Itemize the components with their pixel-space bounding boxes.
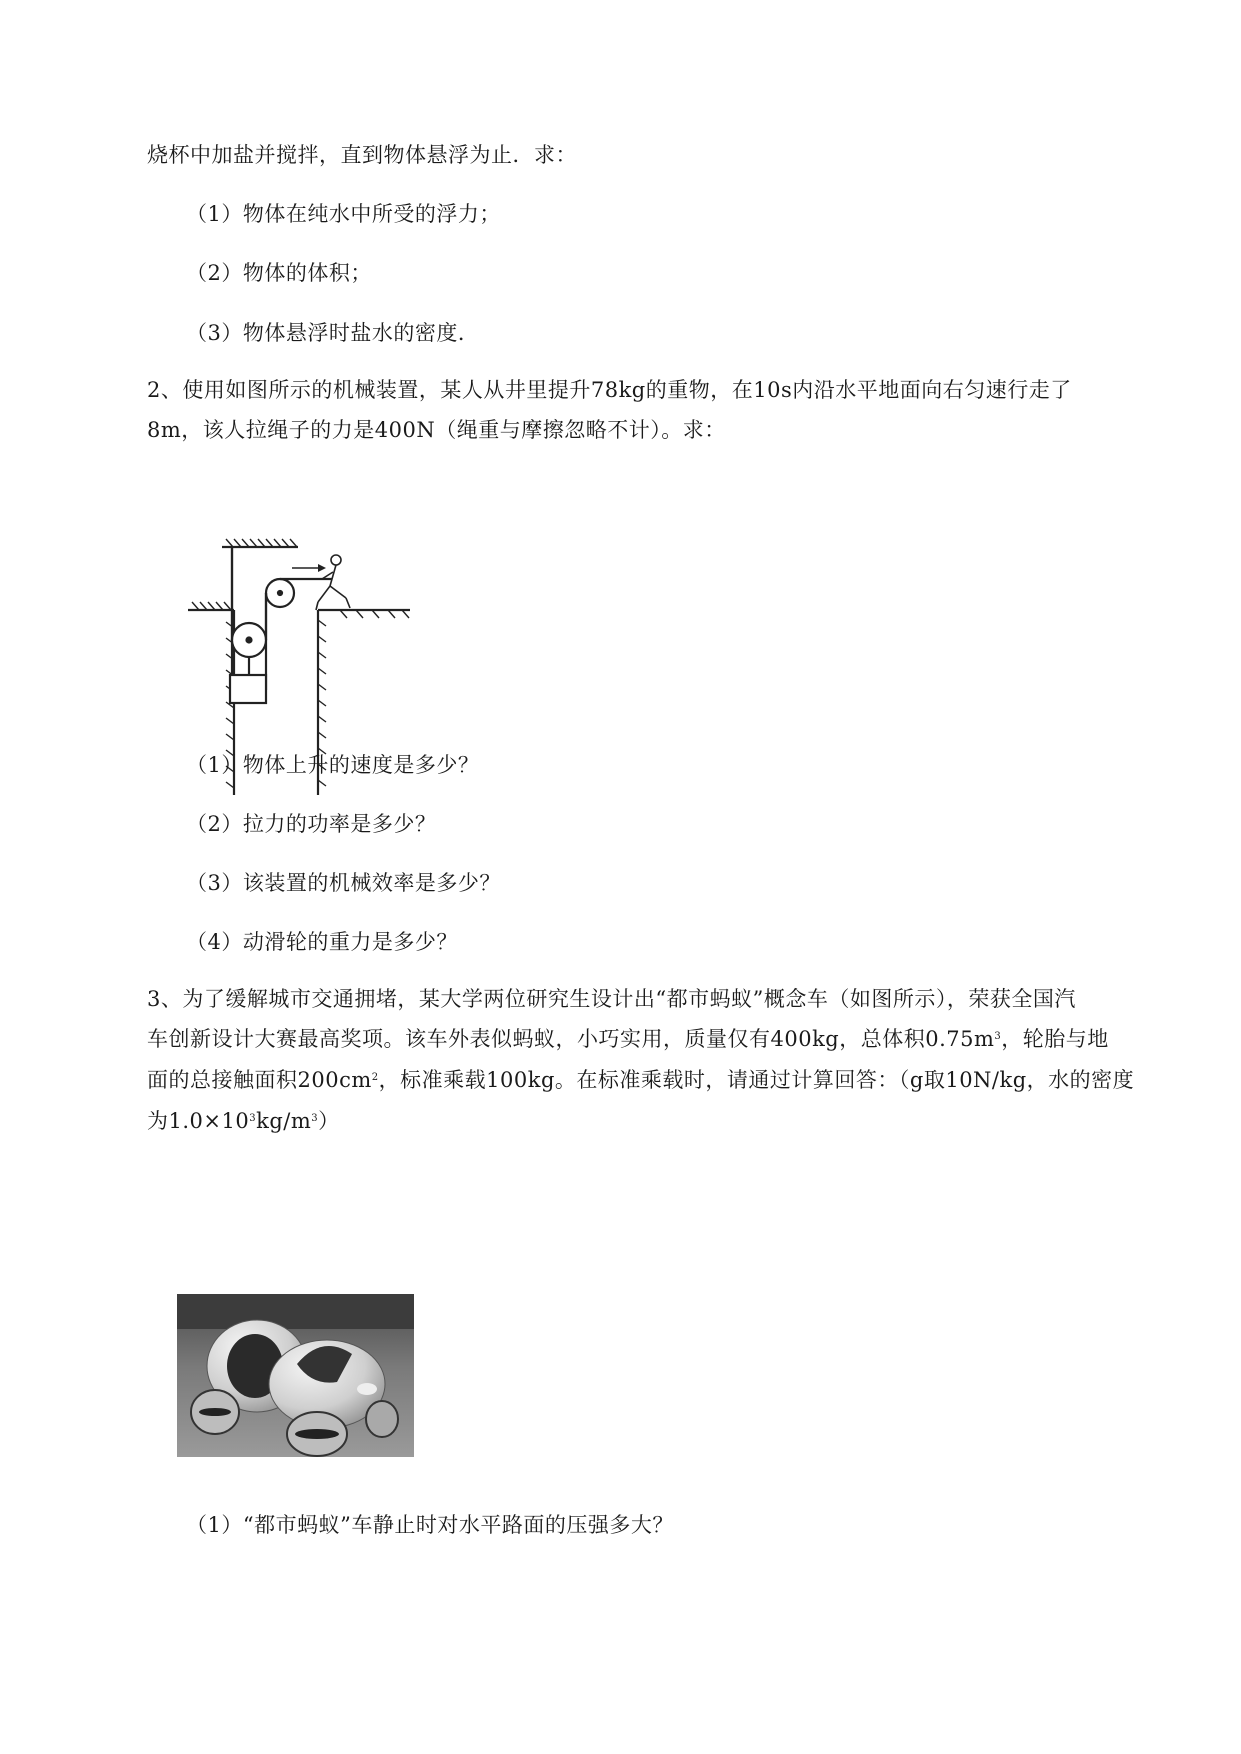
q3-stem-line2: 车创新设计大赛最高奖项。该车外表似蚂蚁，小巧实用，质量仅有400kg，总体积$0.75m^3$，轮胎与地 [147,1027,1109,1051]
q1-part-1: （1）物体在纯水中所受的浮力； [186,202,501,226]
q2-part-3: （3）该装置的机械效率是多少？ [186,871,501,895]
q3-stem-line3: 面的总接触面积$200cm^2$，标准乘载100kg。在标准乘载时，请通过计算回答：（g取10N/kg，水的密度 [147,1068,1135,1092]
q3-stem-line1: 3、为了缓解城市交通拥堵，某大学两位研究生设计出“都市蚂蚁”概念车（如图所示），荣获全国汽 [147,987,1076,1011]
q2-part-2: （2）拉力的功率是多少？ [186,812,437,836]
q2-stem-line2: 8m，该人拉绳子的力是400N（绳重与摩擦忽略不计）。求： [147,418,726,442]
q1-intro: 烧杯中加盐并搅拌，直到物体悬浮为止．求： [147,143,577,167]
q1-part-3: （3）物体悬浮时盐水的密度． [186,321,480,345]
q2-part-4: （4）动滑轮的重力是多少？ [186,930,458,954]
q2-part-1: （1）物体上升的速度是多少？ [186,753,480,777]
concept-car-photo [177,1294,414,1457]
q3-stem-line4: 为$1.0\times 10^3kg/m^3$） [147,1109,340,1133]
q2-stem-line1: 2、使用如图所示的机械装置，某人从井里提升78kg的重物，在10s内沿水平地面向右匀速行走了 [147,378,1072,402]
q3-part-1: （1）“都市蚂蚁”车静止时对水平路面的压强多大？ [186,1513,674,1537]
q1-part-2: （2）物体的体积； [186,261,372,285]
